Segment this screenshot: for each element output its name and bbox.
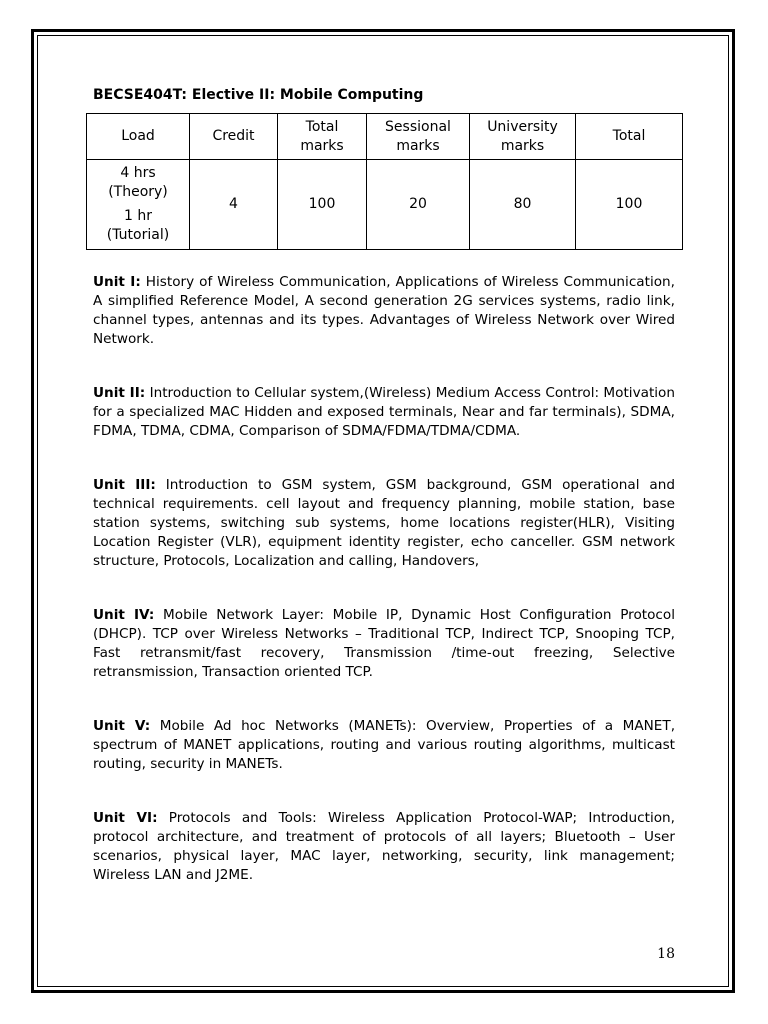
unit-1-text: History of Wireless Communication, Applications of Wireless Communication, A simplified Reference Model, A second generation 2G services systems, radio link, channel types, antennas and its types. Advantages of Wireless Network over Wired Network. — [93, 274, 675, 347]
unit-3 — [93, 476, 675, 571]
table-header-row — [87, 114, 683, 160]
cell-load — [87, 160, 190, 250]
unit-5-text: Mobile Ad hoc Networks (MANETs): Overview, Properties of a MANET, spectrum of MANET applications, routing and various routing algorithms, multicast routing, security in MANETs. — [93, 718, 676, 772]
unit-1 — [93, 273, 675, 349]
unit-1-label: Unit I: — [93, 274, 141, 290]
header-sessional-marks: Sessional marks — [367, 114, 470, 160]
header-credit: Credit — [190, 114, 278, 160]
table-row — [87, 160, 683, 250]
cell-credit: 4 — [190, 160, 278, 250]
unit-5-label: Unit V: — [93, 718, 151, 734]
unit-2-label: Unit II: — [93, 385, 146, 401]
unit-4-label: Unit IV: — [93, 607, 155, 623]
unit-2 — [93, 384, 675, 441]
header-load: Load — [87, 114, 190, 160]
cell-total: 100 — [576, 160, 683, 250]
header-total: Total — [576, 114, 683, 160]
cell-sessional-marks: 20 — [367, 160, 470, 250]
load-tutorial-hours: 1 hr — [124, 208, 152, 224]
unit-4 — [93, 606, 675, 682]
unit-6 — [93, 809, 675, 885]
load-theory-hours: 4 hrs — [120, 165, 156, 181]
unit-2-text: Introduction to Cellular system,(Wireless) Medium Access Control: Motivation for a specialized MAC Hidden and exposed terminals, Near and far terminals), SDMA, FDMA, TDMA, CDMA, Comparison of SDMA/FDMA/TDMA/CDMA. — [93, 385, 675, 439]
unit-5 — [93, 717, 675, 774]
unit-4-text: Mobile Network Layer: Mobile IP, Dynamic Host Configuration Protocol (DHCP). TCP over Wireless Networks – Traditional TCP, Indirect TCP, Snooping TCP, Fast retransmit/fast recovery, Transmission /time-out freezing, Selective retransmission, Transaction oriented TCP. — [93, 607, 675, 680]
load-tutorial-label: (Tutorial) — [106, 227, 170, 243]
cell-total-marks: 100 — [278, 160, 367, 250]
unit-6-label: Unit VI: — [93, 810, 158, 826]
unit-3-text: Introduction to GSM system, GSM background, GSM operational and technical requirements. cell layout and frequency planning, mobile station, base station systems, switching sub systems, home locations register(HLR), Visiting Location Register (VLR), equipment identity register, echo canceller. GSM network structure, Protocols, Localization and calling, Handovers, — [93, 477, 675, 569]
header-total-marks: Total marks — [278, 114, 367, 160]
header-university-marks: University marks — [470, 114, 576, 160]
marks-table — [86, 113, 683, 250]
page-number: 18 — [657, 946, 675, 962]
unit-6-text: Protocols and Tools: Wireless Application Protocol-WAP; Introduction, protocol architecture, and treatment of protocols of all layers; Bluetooth – User scenarios, physical layer, MAC layer, networking, security, link management; Wireless LAN and J2ME. — [93, 810, 675, 883]
unit-3-label: Unit III: — [93, 477, 156, 493]
course-title: BECSE404T: Elective II: Mobile Computing — [93, 87, 424, 103]
syllabus-units — [93, 273, 675, 920]
cell-university-marks: 80 — [470, 160, 576, 250]
load-theory-label: (Theory) — [108, 184, 168, 200]
